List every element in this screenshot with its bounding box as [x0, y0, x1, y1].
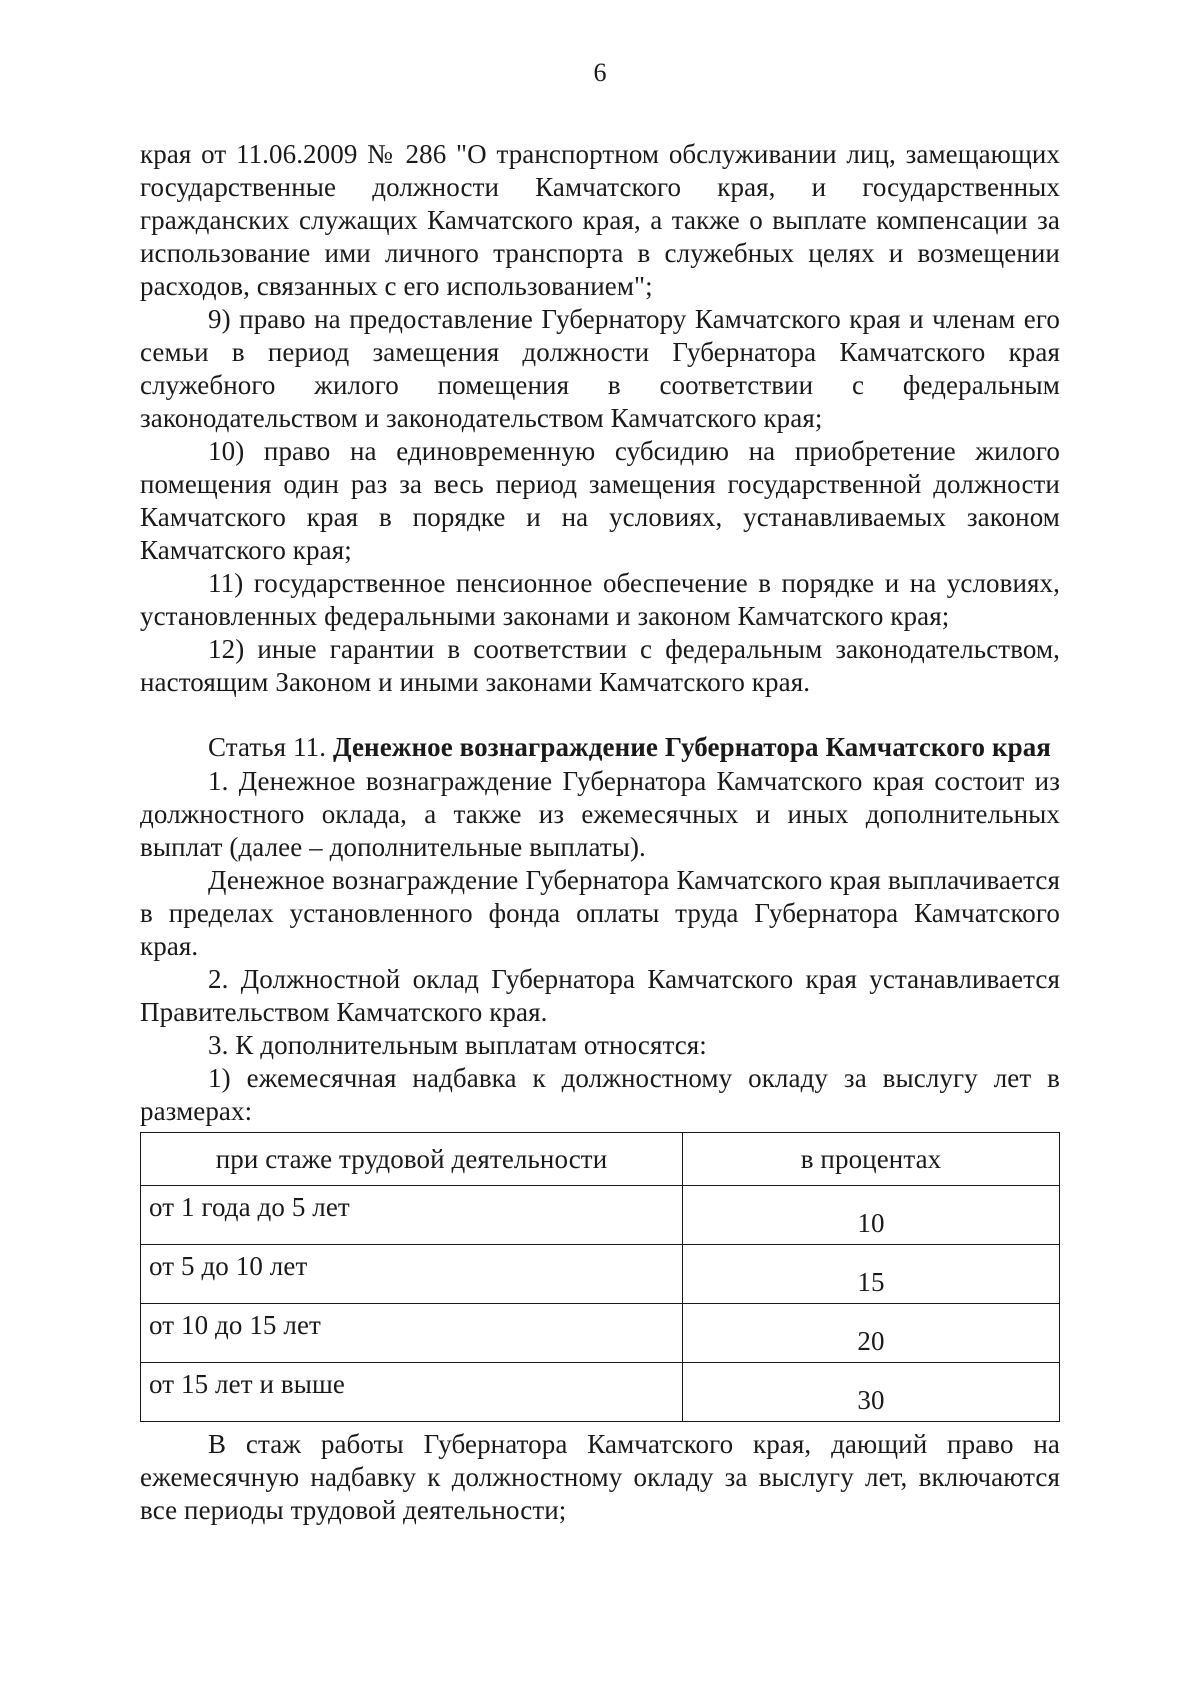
seniority-bonus-table — [140, 1132, 1060, 1422]
paragraph-article-fund: Денежное вознаграждение Губернатора Камчатского края выплачивается в пределах установленного фонда оплаты труда Губернатора Камчатского края. — [140, 865, 1060, 961]
article-heading — [140, 730, 1060, 765]
paragraph-article-2: 2. Должностной оклад Губернатора Камчатского края устанавливается Правительством Камчатского края. — [140, 964, 1060, 1027]
table-cell-experience: от 5 до 10 лет — [141, 1245, 683, 1304]
table-row — [141, 1304, 1060, 1363]
paragraph-seniority-periods: В стаж работы Губернатора Камчатского края, дающий право на ежемесячную надбавку к должностному окладу за выслугу лет, включаются все периоды трудовой деятельности; — [140, 1429, 1060, 1525]
table-cell-experience: от 15 лет и выше — [141, 1363, 683, 1422]
document-body — [140, 138, 1060, 1527]
paragraph-item-9: 9) право на предоставление Губернатору Камчатского края и членам его семьи в период замещения должности Губернатора Камчатского края служебного жилого помещения в соответствии с федеральным законодательством и законодательством Камчатского края; — [140, 304, 1060, 433]
table-header-experience: при стаже трудовой деятельности — [141, 1133, 683, 1186]
paragraph-item-10: 10) право на единовременную субсидию на приобретение жилого помещения один раз за весь период замещения государственной должности Камчатского края в порядке и на условиях, устанавливаемых законом Камчатского края; — [140, 436, 1060, 565]
paragraph-article-3: 3. К дополнительным выплатам относятся: — [208, 1030, 707, 1060]
table-cell-experience: от 1 года до 5 лет — [141, 1186, 683, 1245]
article-label: Статья 11. — [208, 732, 327, 762]
table-header-percent: в процентах — [683, 1133, 1060, 1186]
article-title: Денежное вознаграждение Губернатора Камчатского края — [332, 732, 1052, 762]
table-cell-experience: от 10 до 15 лет — [141, 1304, 683, 1363]
table-row — [141, 1186, 1060, 1245]
table-cell-percent: 20 — [683, 1304, 1060, 1363]
table-cell-percent: 10 — [683, 1186, 1060, 1245]
paragraph-article-1: 1. Денежное вознаграждение Губернатора Камчатского края состоит из должностного оклада, а также из ежемесячных и иных дополнительных выплат (далее – дополнительные выплаты). — [140, 766, 1060, 862]
paragraph-item-11: 11) государственное пенсионное обеспечение в порядке и на условиях, установленных федеральными законами и законом Камчатского края; — [140, 568, 1060, 631]
paragraph-article-3-1: 1) ежемесячная надбавка к должностному окладу за выслугу лет в размерах: — [140, 1063, 1060, 1126]
paragraph-item-12: 12) иные гарантии в соответствии с федеральным законодательством, настоящим Законом и иными законами Камчатского края. — [140, 634, 1060, 697]
table-row — [141, 1363, 1060, 1422]
table-cell-percent: 15 — [683, 1245, 1060, 1304]
table-cell-percent: 30 — [683, 1363, 1060, 1422]
paragraph-transport-law: края от 11.06.2009 № 286 "О транспортном обслуживании лиц, замещающих государственные должности Камчатского края, и государственных гражданских служащих Камчатского края, а также о выплате компенсации за использование ими личного транспорта в служебных целях и возмещении расходов, связанных с его использованием"; — [140, 139, 1060, 301]
section-spacer — [140, 699, 1060, 730]
table-row — [141, 1245, 1060, 1304]
table-header-row — [141, 1133, 1060, 1186]
page-number: 6 — [593, 58, 607, 87]
